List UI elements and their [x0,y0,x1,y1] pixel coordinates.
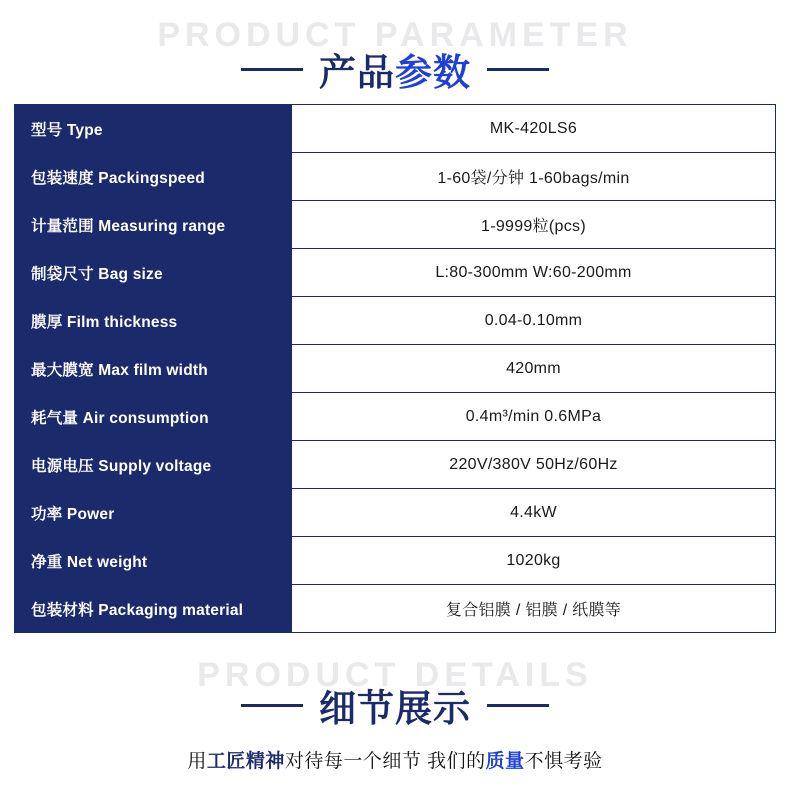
spec-label: 电源电压 Supply voltage [15,441,292,489]
spec-value: 0.4m³/min 0.6MPa [292,393,776,441]
page-title-main: 产品 [319,52,395,93]
slogan-part-3: 不惧考验 [524,751,603,772]
spec-value: 0.04-0.10mm [292,297,776,345]
slogan-part-1: 用 [187,751,207,772]
table-row [15,585,776,633]
table-row [15,393,776,441]
section-title: 细节展示 [319,688,471,729]
heading-row [0,648,790,732]
heading-rule-right [487,704,549,707]
spec-value: 1-9999粒(pcs) [292,201,776,249]
spec-label: 功率 Power [15,489,292,537]
ghost-heading-text: PRODUCT DETAILS [197,656,593,694]
spec-value: L:80-300mm W:60-200mm [292,249,776,297]
slogan-bold-2: 质量 [485,751,525,772]
slogan [0,746,790,773]
ghost-heading-text: PRODUCT PARAMETER [157,16,633,54]
heading-rule-left [241,704,303,707]
product-parameter-heading [0,0,790,96]
spec-label: 膜厚 Film thickness [15,297,292,345]
page-title [319,42,471,96]
spec-value: MK-420LS6 [292,105,776,153]
table-row [15,249,776,297]
spec-value: 220V/380V 50Hz/60Hz [292,441,776,489]
spec-value: 420mm [292,345,776,393]
slogan-part-2: 对待每一个细节 我们的 [284,751,486,772]
spec-label: 制袋尺寸 Bag size [15,249,292,297]
table-row [15,297,776,345]
table-row [15,201,776,249]
table-row [15,153,776,201]
heading-row [0,18,790,96]
spec-value: 1-60袋/分钟 1-60bags/min [292,153,776,201]
spec-label: 净重 Net weight [15,537,292,585]
spec-value: 复合铝膜 / 铝膜 / 纸膜等 [292,585,776,633]
heading-rule-right [487,68,549,71]
table-row [15,489,776,537]
product-details-heading [0,648,790,773]
spec-value: 1020kg [292,537,776,585]
heading-rule-left [241,68,303,71]
spec-value: 4.4kW [292,489,776,537]
spec-label: 计量范围 Measuring range [15,201,292,249]
specification-table [14,104,776,633]
spec-label: 包装速度 Packingspeed [15,153,292,201]
table-row [15,441,776,489]
table-row [15,105,776,153]
slogan-bold-1: 工匠精神 [206,751,285,772]
spec-label: 型号 Type [15,105,292,153]
table-row [15,345,776,393]
table-row [15,537,776,585]
page-title-accent: 参数 [395,52,471,93]
spec-label: 最大膜宽 Max film width [15,345,292,393]
spec-label: 包装材料 Packaging material [15,585,292,633]
spec-label: 耗气量 Air consumption [15,393,292,441]
